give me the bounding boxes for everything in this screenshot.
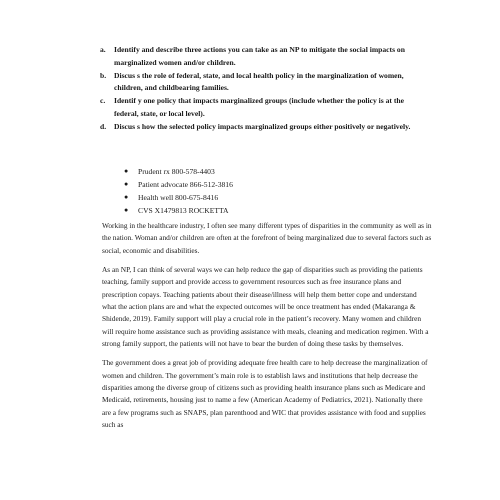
question-text: Identify and describe three actions you can take as an NP to mitigate the social impacts on marginalized women and/or children. [114,45,405,67]
essay-body [102,220,432,438]
contact-item [124,165,233,178]
question-item [100,44,430,69]
question-letter: a. [100,45,106,54]
paragraph: Working in the healthcare industry, I often see many different types of disparities in the community as well as in the nation. Woman and/or children are often at the forefront of being marginalized due to several factors such as social, economic and disabilities. [102,221,432,255]
question-letter: b. [100,70,107,80]
question-text: Discus s the role of federal, state, and local health policy in the marginalization of women, children, and childbearing families. [114,70,404,93]
question-letter: d. [100,121,107,131]
contact-text: Patient advocate 866-512-3816 [138,180,233,189]
question-letter: c. [100,96,106,106]
contact-item [124,191,233,204]
bullet-icon: ● [124,206,129,214]
bullet-icon: ● [124,193,129,201]
contact-text: Health well 800-675-8416 [138,193,219,202]
question-list [100,44,430,134]
question-item [100,121,430,134]
question-text: Identif y one policy that impacts marginalized groups (include whether the policy is at the federal, state, or local level). [114,96,404,118]
question-text: Discus s how the selected policy impacts marginalized groups either positively or negatively. [114,121,411,131]
contact-text: Prudent rx 800-578-4403 [138,167,215,176]
paragraph: The government does a great job of providing adequate free health care to help decrease the marginalization of women and children. The government’s main role is to establish laws and institutions that help decrease the disparities among the diverse group of citizens such as providing health insurance plans such as Medicare and Medicaid, retirements, housing just to name a few (American Academy of Pediatrics, 2021). Nationally there are a few programs such as SNAPS, plan parenthood and WIC that provides assistance with food and supplies such as [102,358,428,430]
question-item [100,95,430,120]
bullet-icon: ● [124,180,129,188]
contact-text: CVS X1479813 ROCKETTA [138,206,229,215]
bullet-icon: ● [124,167,129,175]
contact-list [124,165,233,217]
contact-item [124,204,233,217]
paragraph: As an NP, I can think of several ways we can help reduce the gap of disparities such as providing the patients teaching, family support and provide access to government resources such as free insurance plans and prescription copays. Teaching patients about their disease/illness will help them better cope and understand what the action plans are and what the expected outcomes will be once treatment has ended (Makaranga & Shidende, 2019). Family support will play a crucial role in the patient’s recovery. Many women and children will require home assistance such as providing assistance with meals, cleaning and medication regimen. With a strong family support, the patients will not have to bear the burden of doing these tasks by themselves. [102,264,429,349]
question-item [100,70,430,95]
contact-item [124,178,233,191]
